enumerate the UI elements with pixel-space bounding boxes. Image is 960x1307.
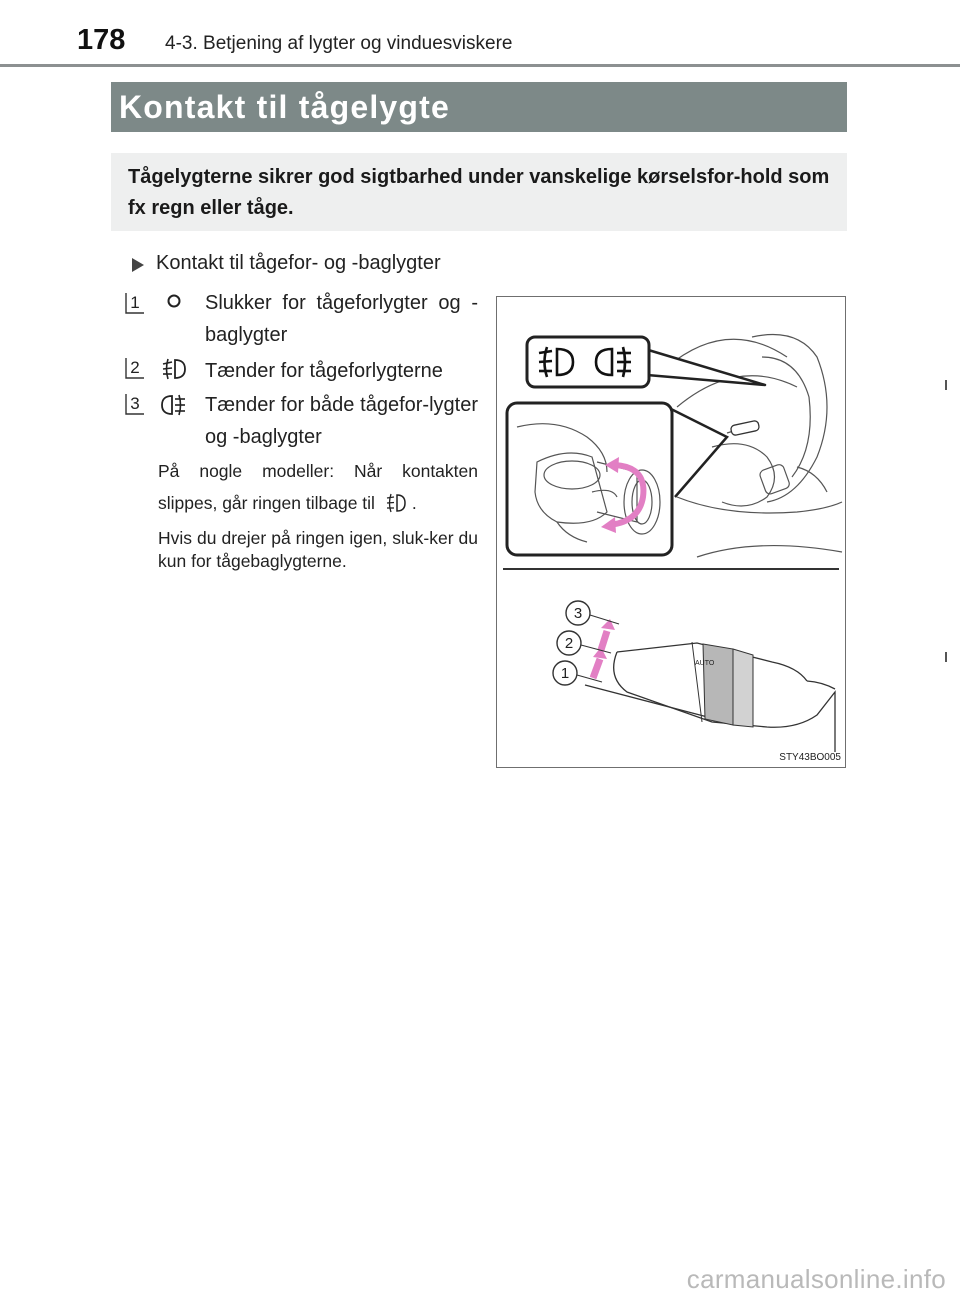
fog-switch-illustration bbox=[496, 296, 846, 768]
item-text: Tænder for tågeforlygterne bbox=[205, 360, 443, 382]
edge-marker bbox=[945, 652, 947, 662]
intro-box bbox=[111, 153, 847, 231]
intro-text: Tågelygterne sikrer god sigtbarhed under vanskelige kørselsfor-hold som fx regn eller tåge. bbox=[128, 166, 830, 219]
page-title: Kontakt til tågelygte bbox=[119, 89, 451, 125]
figure-code: STY43BO005 bbox=[779, 752, 841, 763]
item-text: Slukker for tågeforlygter og -baglygter bbox=[205, 292, 478, 346]
note-turn-again: Hvis du drejer på ringen igen, sluk-ker du kun for tågebaglygterne. bbox=[158, 528, 478, 571]
callout-label: 1 bbox=[560, 665, 570, 682]
callout-label: 3 bbox=[573, 605, 583, 622]
front-fog-lamp-icon bbox=[384, 491, 408, 511]
rear-fog-lamp-icon bbox=[160, 391, 188, 419]
item-number-badge: 3 bbox=[124, 392, 146, 416]
bullet-heading: Kontakt til tågefor- og -baglygter bbox=[156, 252, 441, 274]
item-number-badge: 1 bbox=[124, 291, 146, 315]
item-number-badge: 2 bbox=[124, 356, 146, 380]
item-text: Tænder for både tågefor-lygter og -baglygter bbox=[205, 394, 478, 448]
note-return-ring: På nogle modeller: Når kontakten slippes, går ringen tilbage til . bbox=[158, 461, 478, 513]
bullet-arrow-icon bbox=[132, 258, 144, 272]
header-divider bbox=[0, 64, 960, 67]
page-number: 178 bbox=[77, 24, 126, 56]
callout-label: 2 bbox=[564, 635, 574, 652]
edge-marker bbox=[945, 380, 947, 390]
off-circle-icon bbox=[160, 288, 188, 316]
section-breadcrumb: 4-3. Betjening af lygter og vinduesviskere bbox=[165, 33, 513, 54]
watermark: carmanualsonline.info bbox=[686, 1264, 946, 1294]
section-title-bar bbox=[111, 82, 847, 132]
illustration-drawing bbox=[497, 297, 845, 767]
front-fog-lamp-icon bbox=[160, 355, 188, 383]
switch-auto-label: AUTO bbox=[695, 660, 715, 667]
